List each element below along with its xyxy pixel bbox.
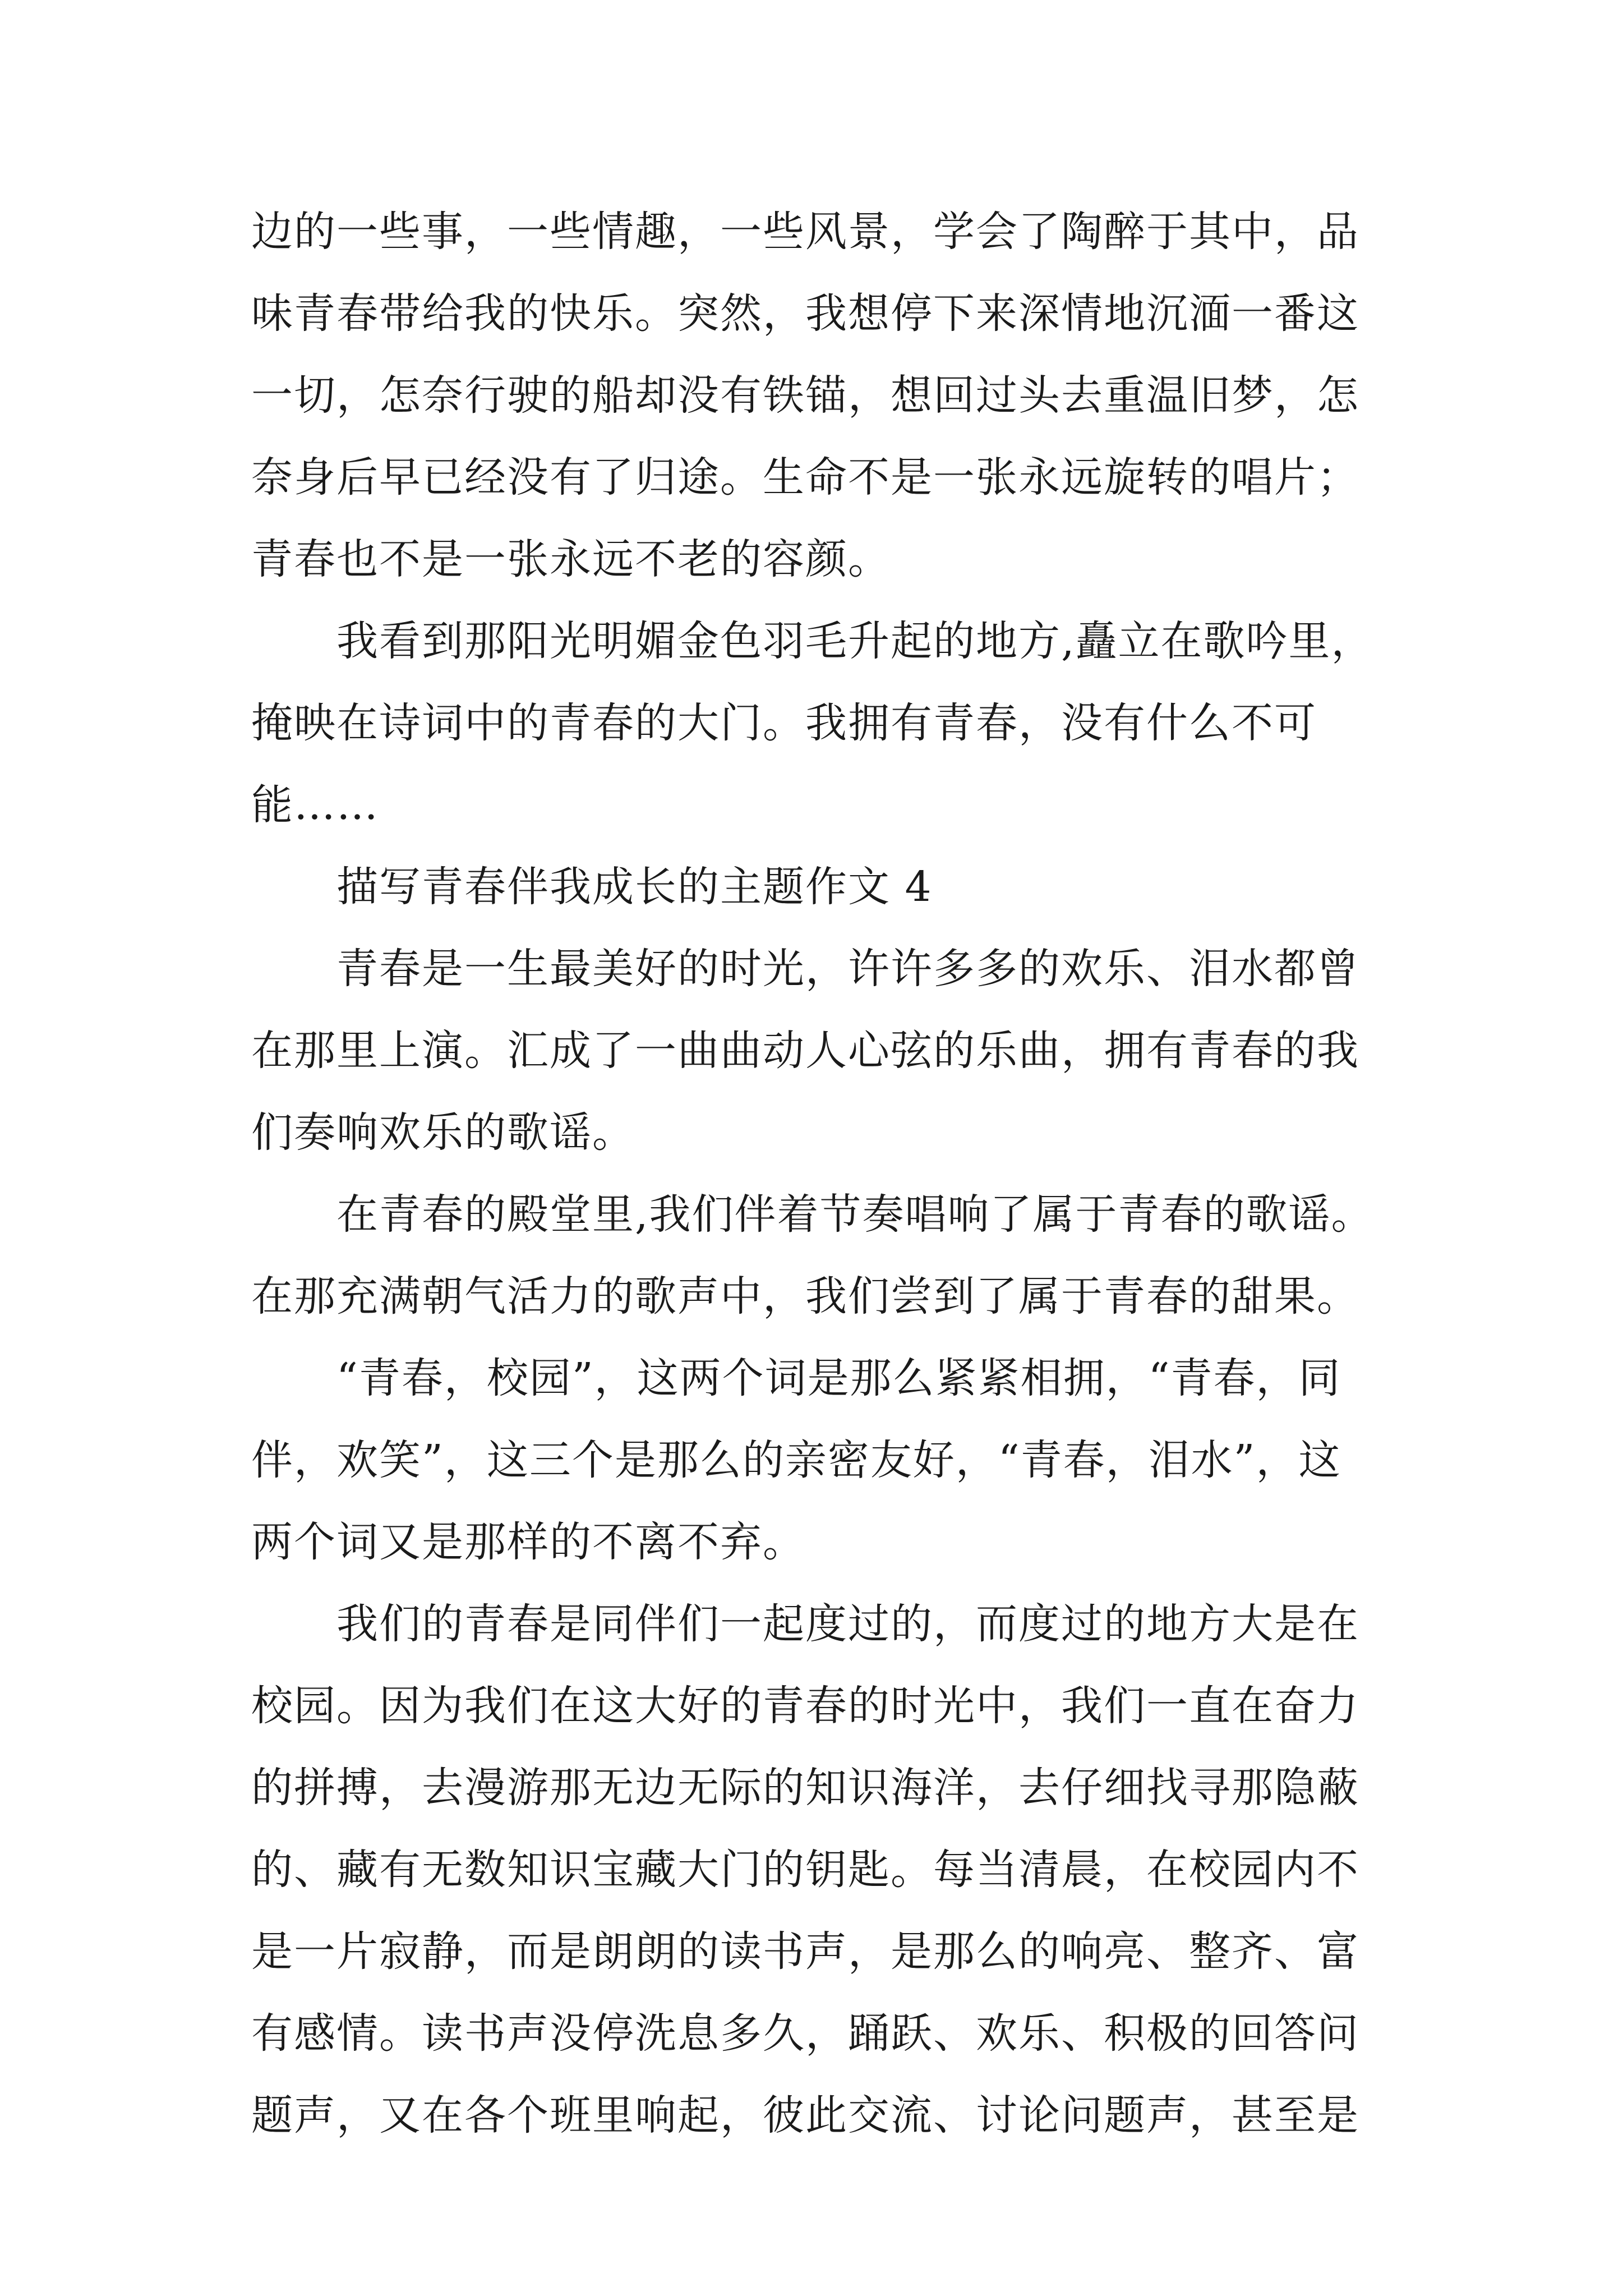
text-line: 在青春的殿堂里,我们伴着节奏唱响了属于青春的歌谣。 [336, 1190, 1374, 1239]
text-line: 味青春带给我的快乐。突然，我想停下来深情地沉湎一番这 [251, 289, 1359, 338]
text-line: 我看到那阳光明媚金色羽毛升起的地方,矗立在歌吟里， [336, 617, 1374, 665]
text-line: 们奏响欢乐的歌谣。 [251, 1108, 635, 1157]
text-line: 奈身后早已经没有了归途。生命不是一张永远旋转的唱片； [251, 453, 1359, 501]
text-line: 在那里上演。汇成了一曲曲动人心弦的乐曲，拥有青春的我 [251, 1027, 1359, 1075]
paragraph [251, 191, 1384, 600]
paragraph [251, 928, 1384, 1174]
section-heading [251, 846, 1384, 928]
text-line: 掩映在诗词中的青春的大门。我拥有青春，没有什么不可 [251, 699, 1317, 747]
text-line: 是一片寂静，而是朗朗的读书声，是那么的响亮、整齐、富 [251, 1927, 1359, 1976]
text-line: 伴，欢笑”，这三个是那么的亲密友好，“青春，泪水”，这 [251, 1436, 1341, 1484]
text-line: 青春也不是一张永远不老的容颜。 [251, 535, 891, 583]
text-line: 在那充满朝气活力的歌声中，我们尝到了属于青春的甜果。 [251, 1272, 1359, 1320]
text-line: 青春是一生最美好的时光，许许多多的欢乐、泪水都曾 [336, 945, 1359, 993]
text-line: 我们的青春是同伴们一起度过的，而度过的地方大是在 [336, 1600, 1359, 1648]
text-line: 的、藏有无数知识宝藏大门的钥匙。每当清晨，在校园内不 [251, 1846, 1359, 1894]
paragraph [251, 1337, 1384, 1583]
text-line: 能…… [251, 781, 379, 829]
text-line: 边的一些事，一些情趣，一些风景，学会了陶醉于其中，品 [251, 208, 1359, 256]
text-line: 描写青春伴我成长的主题作文 4 [336, 863, 933, 911]
paragraph [251, 600, 1384, 846]
text-line: 的拼搏，去漫游那无边无际的知识海洋，去仔细找寻那隐蔽 [251, 1764, 1359, 1812]
paragraph [251, 1174, 1384, 1337]
paragraph [251, 1583, 1384, 2156]
text-line: 有感情。读书声没停洗息多久，踊跃、欢乐、积极的回答问 [251, 2009, 1359, 2058]
text-line: 一切，怎奈行驶的船却没有铁锚，想回过头去重温旧梦，怎 [251, 371, 1359, 420]
document-body [251, 191, 1384, 2156]
text-line: “青春，校园”，这两个词是那么紧紧相拥，“青春，同 [336, 1354, 1341, 1402]
text-line: 题声，又在各个班里响起，彼此交流、讨论问题声，甚至是 [251, 2091, 1359, 2139]
text-line: 校园。因为我们在这大好的青春的时光中，我们一直在奋力 [251, 1682, 1359, 1730]
text-line: 两个词又是那样的不离不弃。 [251, 1518, 805, 1566]
